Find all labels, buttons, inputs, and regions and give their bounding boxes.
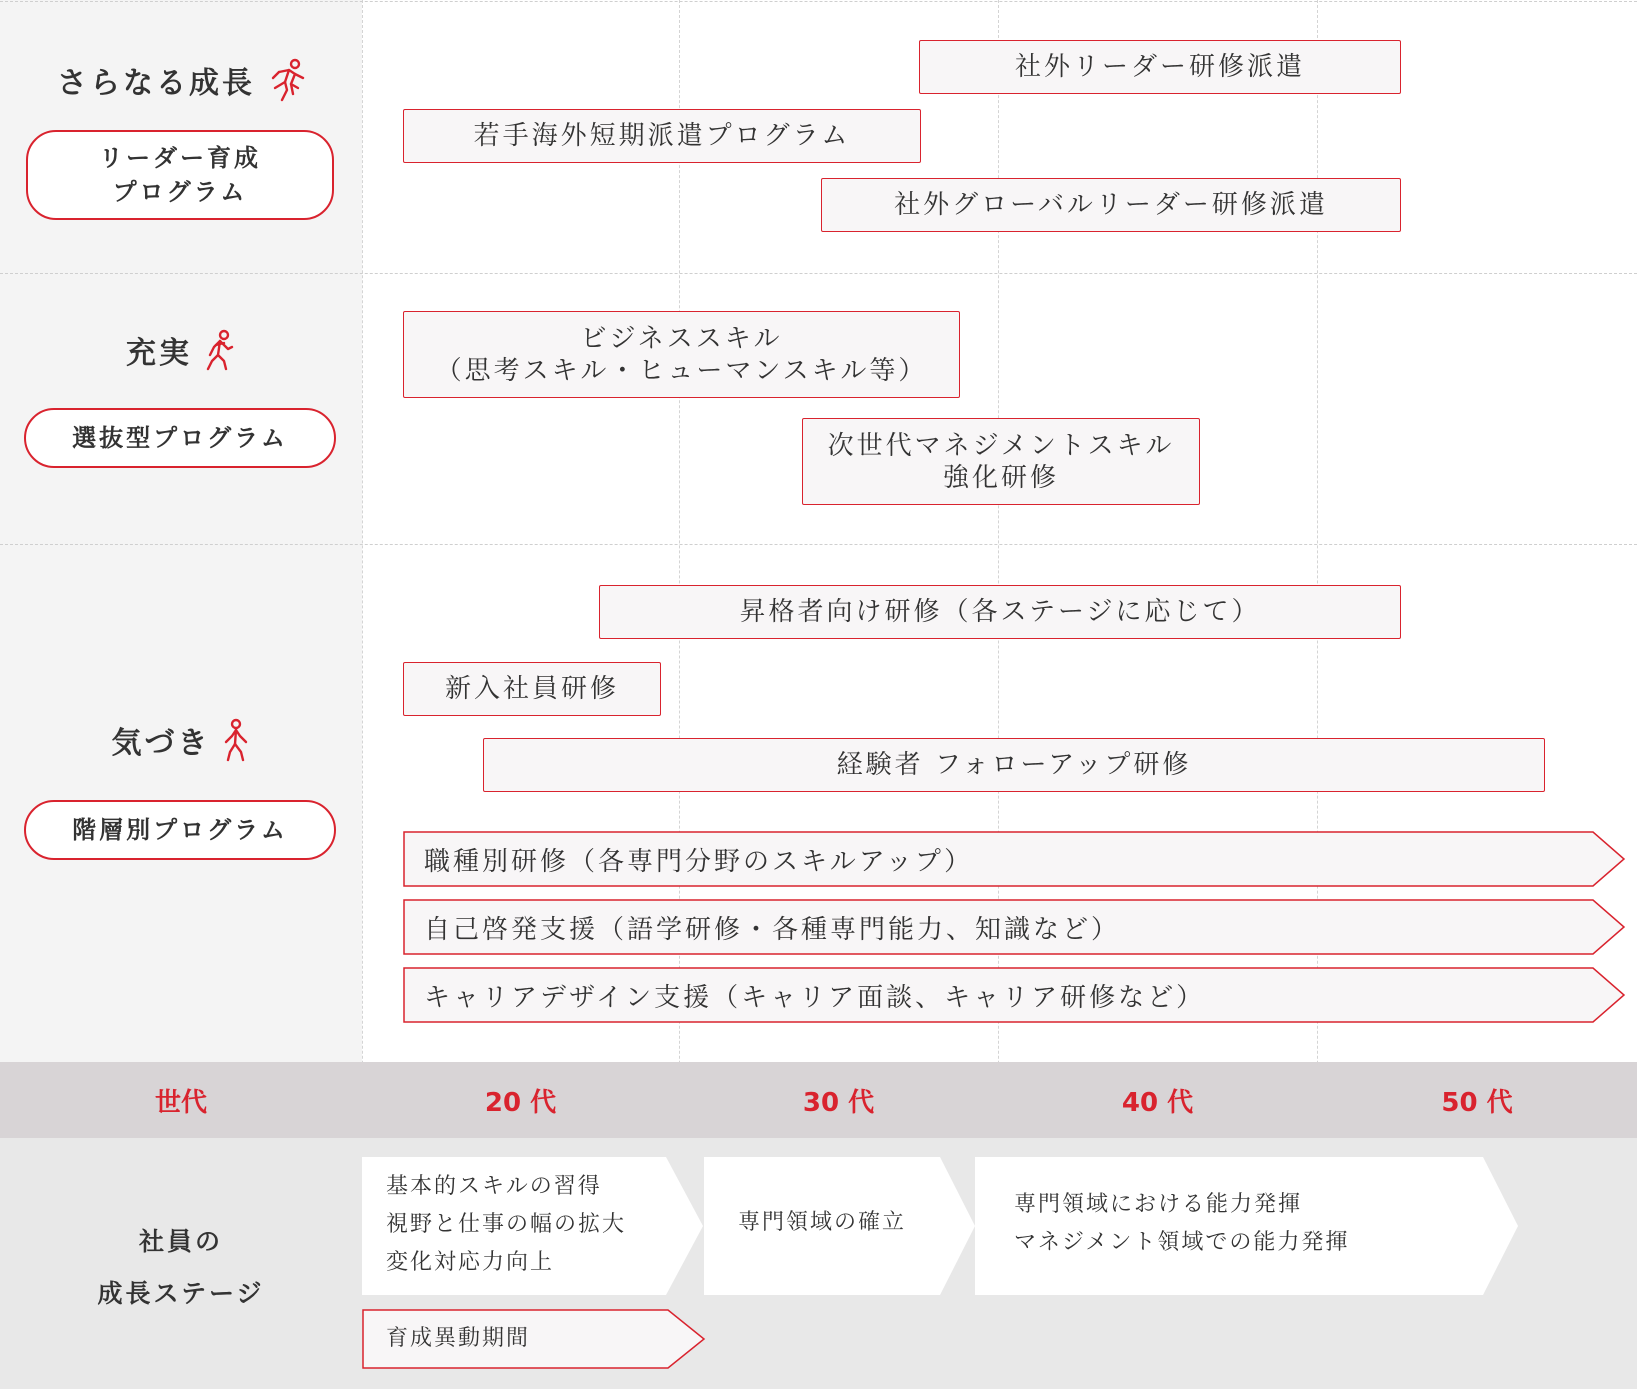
program-pill-selective[interactable] [24, 408, 336, 468]
separator-top [0, 1, 1637, 2]
walking-person-icon [221, 718, 251, 762]
generation-header-label: 世代 [154, 1087, 207, 1118]
box-label: 経験者 フォローアップ研修 [836, 750, 1192, 780]
arrow-label-career-design [424, 967, 1205, 1023]
stage-item: 視野と仕事の幅の拡大 [386, 1212, 627, 1237]
arrow-text: 自己啓発支援（語学研修・各種専門能力、知識など） [424, 914, 1121, 945]
stage-item: 専門領域の確立 [738, 1210, 907, 1235]
running-person-icon [265, 58, 305, 102]
stage-item: 専門領域における能力発揮 [1014, 1192, 1303, 1217]
box-label: ビジネススキル （思考スキル・ヒューマンスキル等） [435, 323, 928, 386]
rotation-period-text [386, 1320, 530, 1358]
stage-title-text: 気づき [111, 726, 211, 761]
stage-title-awareness [0, 715, 362, 765]
stage-title-further-growth [0, 55, 362, 105]
separator-2 [0, 544, 1637, 545]
stage-item: 基本的スキルの習得 [386, 1174, 602, 1199]
box-followup-training [483, 738, 1545, 792]
stage-40s-text [1014, 1186, 1494, 1262]
stage-title-text: 充実 [126, 336, 192, 371]
program-pill-label: 選抜型プログラム [72, 424, 288, 452]
stage-30s-text [738, 1204, 968, 1242]
box-new-hire-training [403, 662, 661, 716]
program-pill-leader[interactable] [26, 130, 334, 220]
stage-title-text: さらなる成長 [57, 66, 255, 101]
box-label: 新入社員研修 [444, 674, 619, 704]
generation-label: 30 代 [802, 1087, 875, 1118]
box-label: 若手海外短期派遣プログラム [473, 121, 851, 151]
generation-20s [362, 1062, 679, 1138]
box-label: 昇格者向け研修（各ステージに応じて） [739, 597, 1261, 627]
box-global-leader-training [821, 178, 1401, 232]
stage-item: 変化対応力向上 [386, 1250, 555, 1275]
box-label: 社外グローバルリーダー研修派遣 [894, 190, 1328, 220]
arrow-label-job-type [424, 831, 973, 887]
stage-item: マネジメント領域での能力発揮 [1014, 1230, 1350, 1255]
rotation-period-label: 育成異動期間 [386, 1326, 531, 1351]
generation-header [0, 1062, 362, 1138]
stage-20s-text [386, 1168, 676, 1282]
generation-label: 40 代 [1121, 1087, 1194, 1118]
growth-stage-title-text: 社員の 成長ステージ [97, 1227, 265, 1308]
walking-fast-person-icon [202, 329, 236, 371]
arrow-label-self-development [424, 899, 1120, 955]
arrow-text: キャリアデザイン支援（キャリア面談、キャリア研修など） [424, 982, 1206, 1013]
generation-label: 20 代 [484, 1087, 557, 1118]
box-label: 社外リーダー研修派遣 [1014, 52, 1305, 82]
box-promotion-training [599, 585, 1401, 639]
box-outside-leader-training [919, 40, 1401, 94]
generation-50s [1317, 1062, 1637, 1138]
program-pill-label: リーダー育成 プログラム [99, 144, 261, 206]
program-pill-label: 階層別プログラム [72, 816, 288, 844]
generation-40s [998, 1062, 1317, 1138]
arrow-text: 職種別研修（各専門分野のスキルアップ） [424, 846, 974, 877]
generation-label: 50 代 [1441, 1087, 1513, 1118]
separator-1 [0, 273, 1637, 274]
stage-title-fulfillment [0, 325, 362, 375]
box-next-gen-management [802, 418, 1200, 505]
program-pill-tiered[interactable] [24, 800, 336, 860]
generation-30s [679, 1062, 998, 1138]
box-label: 次世代マネジメントスキル 強化研修 [827, 430, 1175, 493]
box-young-overseas-program [403, 109, 921, 163]
growth-stage-title [0, 1216, 362, 1320]
box-business-skill [403, 311, 960, 398]
